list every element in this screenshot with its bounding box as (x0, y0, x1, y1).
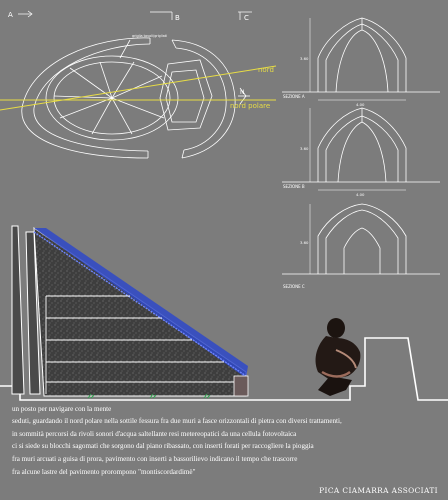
section-b-label: SEZIONE B (283, 184, 305, 189)
polar-north-label: nord polare (230, 102, 271, 110)
paving-ray (112, 62, 134, 98)
section-c-arch (344, 228, 380, 274)
section-a-arch (336, 30, 388, 92)
section-c-vault-inner (326, 210, 398, 274)
seat-block (234, 376, 248, 396)
grid-note-leader (120, 40, 130, 58)
prow-end-bottom (182, 150, 184, 158)
paving-ray (112, 98, 132, 134)
seated-figure (316, 318, 361, 396)
section-b-height-value: 3.60 (300, 146, 309, 151)
section-cut-marks (18, 11, 252, 20)
section-mark-a: A (8, 11, 13, 19)
plan-walls (22, 38, 250, 158)
section-a-label: SEZIONE A (283, 94, 305, 99)
caption-line-4: ci si siede su blocchi sagomati che sorgono dal piano ribassato, con inserti forati per raccogliere la pioggia (12, 442, 314, 450)
plan-view (0, 11, 276, 158)
caption-line-6: fra alcune lastre del pavimento prorompono "montiscordardimè" (12, 468, 196, 476)
north-label: nord (258, 66, 274, 74)
figure-head (327, 318, 345, 338)
prow-end-top (172, 40, 176, 48)
polar-north-symbol: N (240, 89, 245, 96)
outer-wall-left (22, 38, 150, 158)
caption-line-2: seduti, guardando il nord polare nella sottile fessura fra due muri a fasce orizzontali di pietra con diversi trattamenti, (12, 417, 342, 425)
section-a-height-value: 3.60 (300, 56, 309, 61)
paving-ray (60, 98, 112, 118)
section-b-arch (338, 122, 386, 182)
elevation-view (0, 226, 448, 400)
grid-note: griglia tavoli/grigliati (132, 34, 168, 38)
section-c-height-value: 3.60 (300, 240, 309, 245)
section-c-vault-outer (318, 204, 406, 274)
prow-seat-inner (166, 70, 204, 122)
section-c-label: SEZIONE C (283, 284, 305, 289)
paving-ray (112, 98, 164, 118)
sloped-stone-wall (34, 228, 246, 396)
paving-ray (92, 98, 112, 134)
section-mark-b: B (175, 14, 180, 22)
section-c (282, 204, 440, 274)
figure-legs (318, 376, 352, 396)
section-b-vault-inner (326, 116, 398, 182)
paving-ray (112, 76, 162, 98)
caption-line-3: in sommità percorsi da rivoli sonori d'acqua saltellante resi metereopatici da una cellula fotovoltaica (12, 430, 297, 438)
section-a-width-dim: 4.00 (356, 102, 365, 107)
section-b-width-dim: 4.00 (356, 192, 365, 197)
north-slit-wall-left (12, 226, 24, 394)
caption-line-5: fra muri arcuati a guisa di prora, pavimento con inserti a bassorilievo indicano il tempo che trascorre (12, 455, 298, 463)
studio-credit: PICA CIAMARRA ASSOCIATI (319, 486, 438, 495)
caption-line-1: un posto per navigare con la mente (12, 405, 112, 413)
section-mark-c: C (244, 14, 249, 22)
